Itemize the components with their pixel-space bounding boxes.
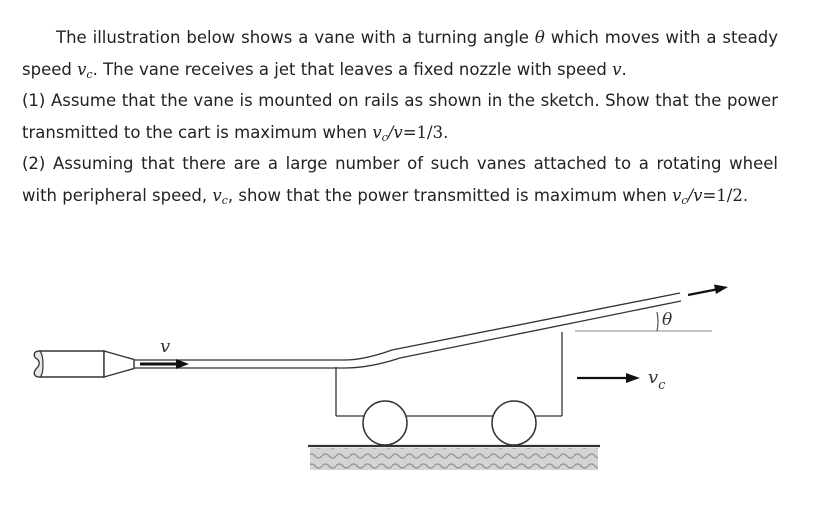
q2-vc-subscript: c: [221, 193, 228, 207]
q2-vc-symbol: [212, 186, 228, 205]
vane-top-edge: [345, 293, 680, 360]
intro-text-4: .: [621, 59, 627, 79]
angle-arc: [657, 312, 658, 331]
vane-bottom-edge: [345, 301, 681, 368]
ground-texture: [310, 448, 598, 470]
vc-symbol: [77, 60, 93, 79]
cart-speed-label-subscript: c: [658, 378, 666, 393]
q2-v-symbol: v: [693, 185, 703, 205]
q1-vc-subscript: c: [381, 130, 388, 144]
vane-cart-diagram: [0, 270, 815, 509]
intro-text-2: which moves with a steady speed: [22, 28, 779, 79]
angle-label: θ: [662, 310, 673, 330]
q2-ratio-vc-subscript: c: [681, 193, 688, 207]
exit-jet-arrow-shaft: [688, 290, 716, 296]
q2-ratio-expression: $v_c/v$: [672, 185, 703, 207]
vc-base: v: [77, 59, 87, 79]
intro-text-3: . The vane receives a jet that leaves a fixed nozzle with speed: [92, 59, 613, 79]
theta-symbol: θ: [534, 28, 545, 47]
question-1-label: (1): [22, 91, 46, 111]
v-symbol: v: [612, 59, 622, 79]
cart-wheel-left: [363, 401, 407, 445]
exit-jet-arrow-head: [714, 285, 728, 295]
vc-subscript: c: [86, 67, 93, 81]
nozzle-body: [34, 351, 104, 377]
q1-v-symbol: v: [393, 122, 403, 142]
problem-statement: [22, 22, 778, 212]
question-2-mid: , show that the power transmitted is maximum when: [227, 185, 673, 205]
question-2-text: Assuming that there are a large number of such vanes attached to a rotating wheel with peripheral speed,: [22, 154, 778, 205]
intro-text-1: The illustration below shows a vane with a turning angle: [56, 28, 535, 47]
cart-speed-label-base: v: [648, 367, 659, 388]
cart-speed-label: [648, 367, 666, 393]
question-1: [22, 85, 778, 148]
question-2-label: (2): [22, 154, 46, 174]
q2-vc-base: v: [212, 185, 222, 205]
nozzle-end: [34, 351, 43, 377]
q2-ratio-value: =1/2: [702, 185, 743, 205]
question-1-text: Assume that the vane is mounted on rails as shown in the sketch. Show that the power transmitted to the cart is maximum when: [22, 91, 778, 142]
q1-ratio-value: =1/3: [402, 122, 444, 142]
q2-end: .: [742, 185, 749, 205]
cart-wheel-right: [492, 401, 536, 445]
q1-ratio-expression: $v_c/v$: [372, 122, 403, 144]
q1-end: .: [443, 122, 449, 142]
question-2: [22, 148, 778, 211]
problem-intro: [22, 22, 778, 85]
cart-velocity-arrow-head: [626, 373, 640, 383]
q1-vc-base: v: [372, 122, 382, 142]
jet-speed-label: v: [160, 336, 171, 357]
q2-ratio-vc-base: v: [672, 185, 682, 205]
vane-cart-figure: [0, 270, 815, 509]
nozzle-tip: [104, 351, 134, 377]
